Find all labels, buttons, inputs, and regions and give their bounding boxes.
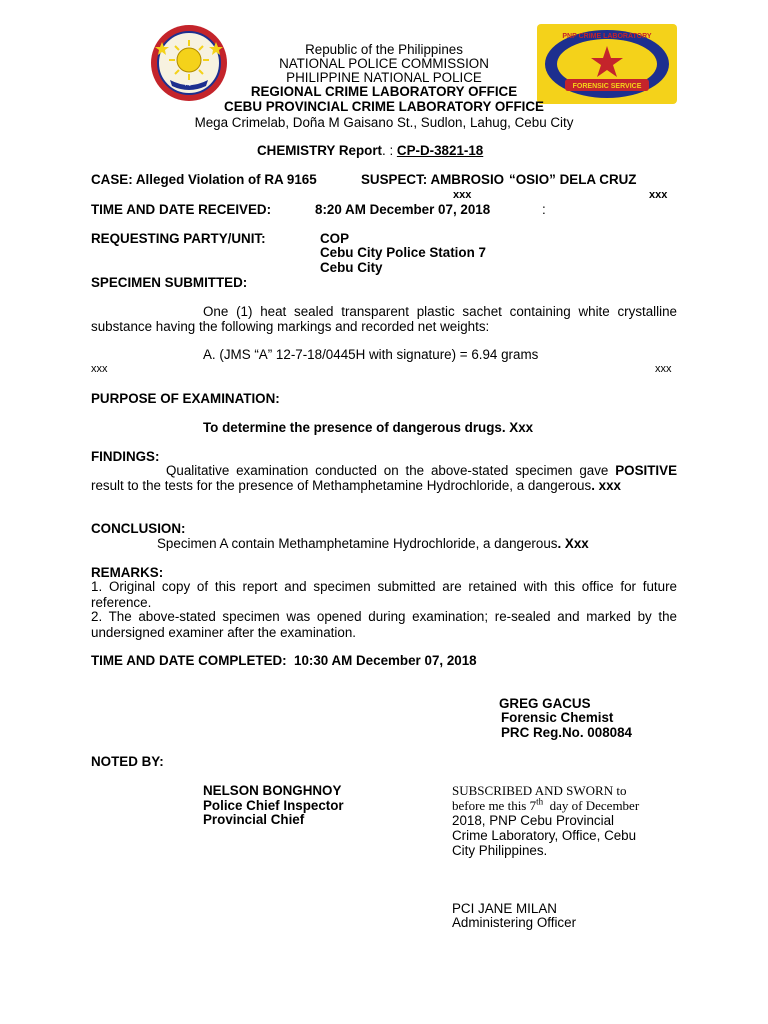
report-number: CP-D-3821-18 — [396, 143, 484, 158]
examiner-title: Forensic Chemist — [501, 710, 614, 725]
header-line-5: CEBU PROVINCIAL CRIME LABORATORY OFFICE — [224, 99, 544, 114]
sworn-line-2-b: day of December — [543, 798, 640, 813]
sworn-line-2-sup: th — [536, 796, 544, 807]
specimen-label: SPECIMEN SUBMITTED: — [91, 275, 248, 290]
header-line-4: REGIONAL CRIME LABORATORY OFFICE — [250, 84, 518, 99]
findings-text-b: result to the tests for the presence of Methamphetamine Hydrochloride, a dangerous — [91, 478, 592, 493]
svg-text:FORENSIC SERVICE: FORENSIC SERVICE — [572, 83, 642, 90]
examiner-name: GREG GACUS — [499, 696, 591, 711]
noted-position: Provincial Chief — [203, 812, 305, 827]
remarks-item-2: 2. The above-stated specimen was opened during examination; re-sealed and marked by the undersigned examiner after the examination. — [91, 609, 677, 640]
requesting-line-1: COP — [320, 231, 350, 246]
completed-label: TIME AND DATE COMPLETED: — [91, 653, 287, 668]
header-address: Mega Crimelab, Doña M Gaisano St., Sudlon, Lahug, Cebu City — [194, 115, 574, 130]
case-xxx-1: xxx — [453, 189, 472, 201]
specimen-item-letter: A. — [203, 347, 216, 362]
report-title — [257, 143, 483, 158]
conclusion-text: Specimen A contain Methamphetamine Hydrochloride, a dangerous — [157, 536, 558, 551]
administering-officer-title: Administering Officer — [452, 915, 577, 930]
findings-tail: . xxx — [591, 478, 621, 493]
findings-positive: POSITIVE — [615, 463, 677, 478]
conclusion-text-line — [157, 536, 589, 551]
conclusion-tail: . Xxx — [557, 536, 589, 551]
received-trail: : — [542, 202, 546, 217]
suspect-name: “OSIO” DELA CRUZ — [509, 172, 637, 187]
received-label: TIME AND DATE RECEIVED: — [91, 202, 272, 217]
svg-text:PNP: PNP — [184, 82, 194, 87]
case-label: CASE: Alleged Violation of RA 9165 — [91, 172, 317, 187]
requesting-label: REQUESTING PARTY/UNIT: — [91, 231, 266, 246]
header-line-3: PHILIPPINE NATIONAL POLICE — [286, 70, 482, 85]
findings-text-a: Qualitative examination conducted on the above-stated specimen gave — [166, 463, 609, 478]
remarks-item-1: 1. Original copy of this report and specimen submitted are retained with this office for future reference. — [91, 579, 677, 610]
specimen-xxx-left: xxx — [91, 363, 108, 375]
suspect-label: SUSPECT: AMBROSIO — [361, 172, 505, 187]
examiner-prc: PRC Reg.No. 008084 — [501, 725, 632, 740]
noted-rank: Police Chief Inspector — [203, 798, 344, 813]
specimen-description: One (1) heat sealed transparent plastic sachet containing white crystalline substance having the following markings and recorded net weights: — [91, 304, 677, 334]
noted-name: NELSON BONGHNOY — [203, 783, 342, 798]
header-line-1: Republic of the Philippines — [305, 42, 463, 57]
findings-text — [91, 463, 677, 493]
sworn-line-1: SUBSCRIBED AND SWORN to — [452, 783, 627, 798]
specimen-item — [203, 347, 538, 362]
svg-text:PNP CRIME LABORATORY: PNP CRIME LABORATORY — [562, 33, 652, 40]
sworn-line-2-a: before me this 7 — [452, 798, 537, 813]
specimen-xxx-right: xxx — [655, 363, 672, 375]
report-title-sep: . : — [382, 143, 394, 158]
remarks-label: REMARKS: — [91, 565, 164, 580]
completed-value: 10:30 AM December 07, 2018 — [294, 653, 477, 668]
noted-label: NOTED BY: — [91, 754, 164, 769]
sworn-line-4: Crime Laboratory, Office, Cebu — [452, 828, 637, 843]
purpose-text: To determine the presence of dangerous drugs. Xxx — [203, 420, 534, 435]
purpose-label: PURPOSE OF EXAMINATION: — [91, 391, 280, 406]
sworn-line-2 — [452, 798, 639, 813]
received-value: 8:20 AM December 07, 2018 — [315, 202, 491, 217]
conclusion-label: CONCLUSION: — [91, 521, 186, 536]
requesting-line-2: Cebu City Police Station 7 — [320, 245, 486, 260]
case-xxx-2: xxx — [649, 189, 668, 201]
findings-label: FINDINGS: — [91, 449, 160, 464]
header-line-2: NATIONAL POLICE COMMISSION — [279, 56, 489, 71]
specimen-item-text: (JMS “A” 12-7-18/0445H with signature) = 6.94 grams — [219, 347, 539, 362]
sworn-line-3: 2018, PNP Cebu Provincial — [452, 813, 615, 828]
sworn-line-5: City Philippines. — [452, 843, 548, 858]
administering-officer-name: PCI JANE MILAN — [452, 901, 557, 916]
requesting-line-3: Cebu City — [320, 260, 383, 275]
report-title-label: CHEMISTRY Report — [257, 143, 382, 158]
